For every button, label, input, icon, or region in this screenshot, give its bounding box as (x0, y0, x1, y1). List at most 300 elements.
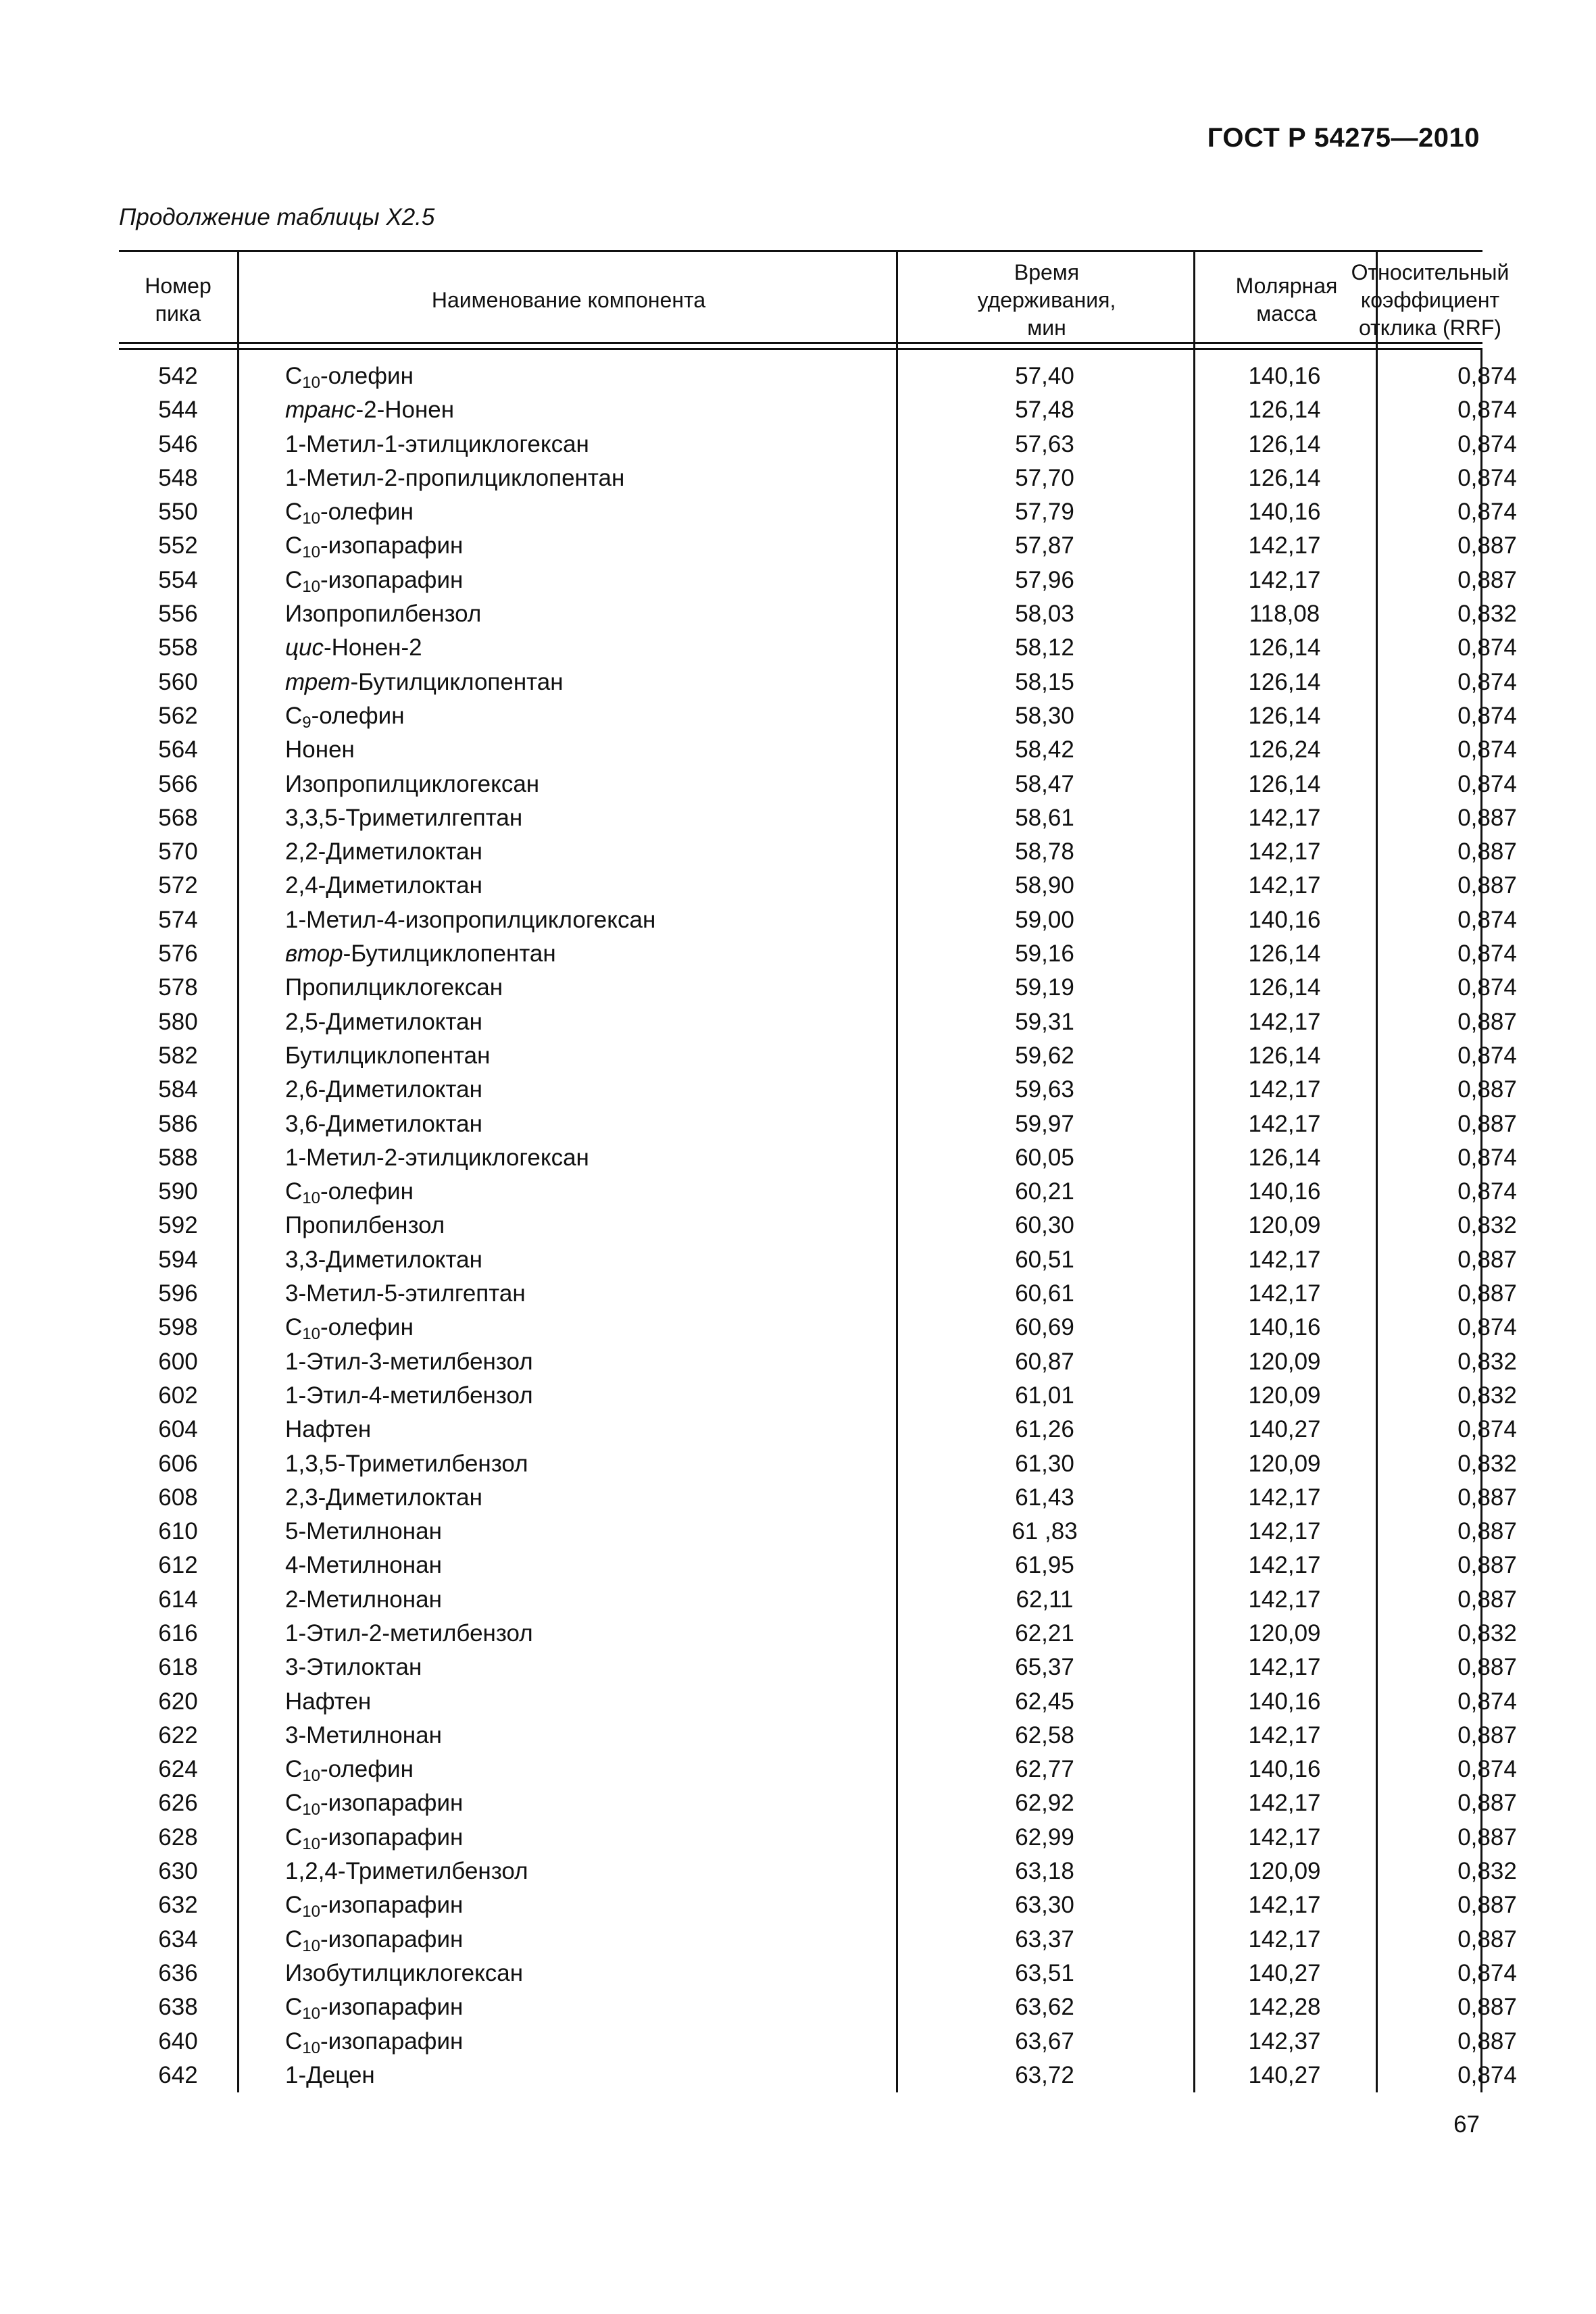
name-base: C (285, 1314, 303, 1341)
name-subscript: 10 (302, 1903, 320, 1921)
table-row (119, 835, 1517, 869)
peak-number-cell: 640 (158, 2028, 198, 2055)
name-subscript: 10 (302, 1189, 320, 1208)
rrf-cell: 0,887 (1457, 1654, 1517, 1681)
retention-time-cell: 57,79 (1015, 499, 1074, 526)
name-suffix: -изопарафин (320, 1790, 464, 1817)
rrf-cell: 0,887 (1457, 1790, 1517, 1817)
molar-mass-cell: 142,17 (1248, 1823, 1321, 1851)
molar-mass-cell: 126,14 (1248, 702, 1321, 729)
peak-number-cell: 608 (158, 1484, 198, 1511)
retention-time-cell: 60,30 (1015, 1212, 1074, 1239)
table-row (119, 733, 1517, 767)
component-name-cell (285, 359, 414, 393)
peak-number-cell: 628 (158, 1823, 198, 1851)
name-base: Изобутилциклогексан (285, 1959, 524, 1986)
rrf-cell: 0,874 (1457, 1416, 1517, 1443)
document-code: ГОСТ Р 54275—2010 (1207, 123, 1480, 153)
molar-mass-cell: 120,09 (1248, 1619, 1321, 1646)
table-row (119, 461, 1517, 495)
name-subscript: 10 (302, 1325, 320, 1344)
component-name-cell (285, 597, 481, 631)
retention-time-cell: 63,51 (1015, 1959, 1074, 1986)
name-suffix: -изопарафин (320, 2028, 464, 2055)
molar-mass-cell: 126,14 (1248, 1042, 1321, 1069)
table-row (119, 1413, 1517, 1447)
name-base: Нафтен (285, 1688, 372, 1715)
name-base: -Нонен-2 (323, 634, 422, 661)
name-base: 1-Этил-4-метилбензол (285, 1382, 533, 1409)
peak-number-cell: 574 (158, 906, 198, 933)
component-name-cell (285, 1039, 490, 1073)
molar-mass-cell: 142,17 (1248, 1008, 1321, 1035)
peak-number-cell: 572 (158, 872, 198, 899)
table-row (119, 495, 1517, 529)
name-base: C (285, 1178, 303, 1205)
component-name-cell (285, 1209, 445, 1242)
table-row (119, 903, 1517, 937)
name-subscript: 10 (302, 1801, 320, 1819)
component-name-cell (285, 768, 539, 801)
molar-mass-cell: 126,14 (1248, 634, 1321, 661)
peak-number-cell: 624 (158, 1756, 198, 1783)
peak-number-cell: 558 (158, 634, 198, 661)
peak-number-cell: 610 (158, 1518, 198, 1545)
name-base: 3-Этилоктан (285, 1654, 422, 1681)
table-row (119, 665, 1517, 699)
table-row (119, 1277, 1517, 1311)
peak-number-cell: 582 (158, 1042, 198, 1069)
component-name-cell (285, 971, 503, 1005)
peak-number-cell: 638 (158, 1994, 198, 2021)
rrf-cell: 0,874 (1457, 464, 1517, 491)
name-suffix: -олефин (311, 702, 405, 729)
molar-mass-cell: 126,14 (1248, 464, 1321, 491)
retention-time-cell: 62,77 (1015, 1756, 1074, 1783)
table-row (119, 1141, 1517, 1175)
name-base: -2-Нонен (355, 397, 455, 424)
rrf-cell: 0,874 (1457, 1144, 1517, 1171)
rrf-cell: 0,874 (1457, 1756, 1517, 1783)
component-name-cell (285, 1957, 523, 1990)
peak-number-cell: 588 (158, 1144, 198, 1171)
rrf-cell: 0,874 (1457, 770, 1517, 797)
component-name-cell (285, 1651, 422, 1684)
peak-number-cell: 594 (158, 1246, 198, 1273)
retention-time-cell: 59,97 (1015, 1110, 1074, 1137)
molar-mass-cell: 120,09 (1248, 1212, 1321, 1239)
retention-time-cell: 59,31 (1015, 1008, 1074, 1035)
retention-time-cell: 57,48 (1015, 397, 1074, 424)
name-suffix: -изопарафин (320, 1823, 464, 1851)
name-base: 1,3,5-Триметилбензол (285, 1450, 528, 1477)
component-name-cell (285, 1923, 463, 1957)
component-name-cell (285, 1413, 371, 1447)
component-name-cell (285, 461, 624, 495)
peak-number-cell: 600 (158, 1348, 198, 1375)
peak-number-cell: 590 (158, 1178, 198, 1205)
rrf-cell: 0,832 (1457, 1382, 1517, 1409)
peak-number-cell: 614 (158, 1586, 198, 1613)
retention-time-cell: 61,01 (1015, 1382, 1074, 1409)
rrf-cell: 0,887 (1457, 1110, 1517, 1137)
retention-time-cell: 58,30 (1015, 702, 1074, 729)
rrf-cell: 0,887 (1457, 1721, 1517, 1749)
component-name-cell (285, 1379, 533, 1413)
name-subscript: 10 (302, 1767, 320, 1786)
molar-mass-cell: 142,17 (1248, 1484, 1321, 1511)
component-name-cell (285, 835, 482, 869)
header-molar-mass: Молярная масса (1193, 252, 1378, 348)
rrf-cell: 0,887 (1457, 1823, 1517, 1851)
retention-time-cell: 59,00 (1015, 906, 1074, 933)
rrf-cell: 0,874 (1457, 1959, 1517, 1986)
molar-mass-cell: 140,16 (1248, 1688, 1321, 1715)
name-base: 3,6-Диметилоктан (285, 1110, 482, 1137)
molar-mass-cell: 120,09 (1248, 1382, 1321, 1409)
rrf-cell: 0,887 (1457, 1926, 1517, 1953)
name-base: C (285, 702, 303, 729)
name-base: C (285, 532, 303, 559)
table-row (119, 1821, 1517, 1855)
peak-number-cell: 604 (158, 1416, 198, 1443)
molar-mass-cell: 140,16 (1248, 363, 1321, 389)
rrf-cell: 0,887 (1457, 1586, 1517, 1613)
molar-mass-cell: 126,14 (1248, 940, 1321, 967)
name-subscript: 10 (302, 1834, 320, 1853)
table-row (119, 699, 1517, 733)
name-prefix: трет (285, 668, 351, 695)
rrf-cell: 0,887 (1457, 872, 1517, 899)
retention-time-cell: 59,62 (1015, 1042, 1074, 1069)
retention-time-cell: 59,63 (1015, 1076, 1074, 1103)
name-base: C (285, 566, 303, 593)
component-name-cell (285, 2025, 463, 2059)
name-subscript: 10 (302, 509, 320, 528)
name-base: 2,3-Диметилоктан (285, 1484, 482, 1511)
retention-time-cell: 61,43 (1015, 1484, 1074, 1511)
component-name-cell (285, 1583, 442, 1617)
retention-time-cell: 62,92 (1015, 1790, 1074, 1817)
rrf-cell: 0,832 (1457, 1450, 1517, 1477)
name-base: 2,4-Диметилоктан (285, 872, 482, 899)
peak-number-cell: 548 (158, 464, 198, 491)
name-base: -Бутилциклопентан (350, 668, 564, 695)
peak-number-cell: 576 (158, 940, 198, 967)
rrf-cell: 0,874 (1457, 736, 1517, 763)
name-suffix: -изопарафин (320, 1892, 464, 1919)
table-row (119, 393, 1517, 427)
rrf-cell: 0,887 (1457, 2028, 1517, 2055)
name-base: 2,6-Диметилоктан (285, 1076, 482, 1103)
molar-mass-cell: 126,14 (1248, 397, 1321, 424)
rrf-cell: 0,874 (1457, 668, 1517, 695)
molar-mass-cell: 140,27 (1248, 2061, 1321, 2088)
table-row (119, 1005, 1517, 1039)
molar-mass-cell: 142,17 (1248, 1721, 1321, 1749)
name-prefix: цис (285, 634, 324, 661)
peak-number-cell: 632 (158, 1892, 198, 1919)
retention-time-cell: 58,61 (1015, 804, 1074, 831)
table-row (119, 563, 1517, 597)
rrf-cell: 0,887 (1457, 1892, 1517, 1919)
component-name-cell (285, 1005, 482, 1039)
peak-number-cell: 560 (158, 668, 198, 695)
molar-mass-cell: 140,27 (1248, 1416, 1321, 1443)
name-base: C (285, 1994, 303, 2021)
molar-mass-cell: 140,27 (1248, 1959, 1321, 1986)
name-base: Нонен (285, 736, 355, 763)
table-row (119, 1990, 1517, 2024)
table-row (119, 529, 1517, 563)
component-name-cell (285, 699, 405, 733)
name-base: 2-Метилнонан (285, 1586, 442, 1613)
retention-time-cell: 58,03 (1015, 601, 1074, 628)
component-name-cell (285, 801, 522, 835)
molar-mass-cell: 142,17 (1248, 1280, 1321, 1307)
peak-number-cell: 598 (158, 1314, 198, 1341)
retention-time-cell: 61,30 (1015, 1450, 1074, 1477)
rrf-cell: 0,832 (1457, 1212, 1517, 1239)
peak-number-cell: 556 (158, 601, 198, 628)
component-name-cell (285, 937, 556, 971)
rrf-cell: 0,887 (1457, 804, 1517, 831)
table-row (119, 359, 1517, 393)
retention-time-cell: 58,90 (1015, 872, 1074, 899)
component-name-cell (285, 563, 463, 597)
name-base: 4-Метилнонан (285, 1552, 442, 1579)
retention-time-cell: 60,21 (1015, 1178, 1074, 1205)
rrf-cell: 0,832 (1457, 601, 1517, 628)
molar-mass-cell: 140,16 (1248, 1756, 1321, 1783)
component-name-cell (285, 428, 589, 461)
table-row (119, 1345, 1517, 1379)
name-base: Изопропилбензол (285, 601, 482, 628)
retention-time-cell: 59,16 (1015, 940, 1074, 967)
retention-time-cell: 63,72 (1015, 2061, 1074, 2088)
peak-number-cell: 630 (158, 1858, 198, 1885)
name-subscript: 10 (302, 1936, 320, 1955)
component-name-cell (285, 631, 422, 665)
rrf-cell: 0,887 (1457, 1994, 1517, 2021)
retention-time-cell: 63,18 (1015, 1858, 1074, 1885)
table-row (119, 1481, 1517, 1515)
table-row (119, 768, 1517, 801)
name-suffix: -олефин (320, 1756, 414, 1783)
retention-time-cell: 57,40 (1015, 363, 1074, 389)
molar-mass-cell: 142,17 (1248, 1892, 1321, 1919)
name-base: Пропилбензол (285, 1212, 445, 1239)
table-row (119, 2059, 1517, 2092)
component-name-cell (285, 1753, 414, 1786)
rrf-cell: 0,874 (1457, 2061, 1517, 2088)
table-row (119, 597, 1517, 631)
table-caption: Продолжение таблицы X2.5 (119, 204, 435, 230)
molar-mass-cell: 140,16 (1248, 906, 1321, 933)
peak-number-cell: 546 (158, 430, 198, 457)
table-row (119, 1617, 1517, 1651)
peak-number-cell: 602 (158, 1382, 198, 1409)
table-row (119, 2025, 1517, 2059)
rrf-cell: 0,887 (1457, 1518, 1517, 1545)
molar-mass-cell: 142,17 (1248, 532, 1321, 559)
retention-time-cell: 61,95 (1015, 1552, 1074, 1579)
retention-time-cell: 62,99 (1015, 1823, 1074, 1851)
retention-time-cell: 60,61 (1015, 1280, 1074, 1307)
component-name-cell (285, 665, 564, 699)
data-table (119, 250, 1517, 2092)
name-base: Бутилциклопентан (285, 1042, 491, 1069)
rrf-cell: 0,874 (1457, 940, 1517, 967)
header-retention-time: Время удерживания, мин (896, 252, 1195, 348)
rrf-cell: 0,887 (1457, 1484, 1517, 1511)
peak-number-cell: 564 (158, 736, 198, 763)
table-row (119, 1447, 1517, 1481)
rrf-cell: 0,874 (1457, 906, 1517, 933)
molar-mass-cell: 140,16 (1248, 1178, 1321, 1205)
name-base: Изопропилциклогексан (285, 770, 540, 797)
molar-mass-cell: 142,17 (1248, 1552, 1321, 1579)
component-name-cell (285, 1821, 463, 1855)
component-name-cell (285, 869, 482, 903)
retention-time-cell: 62,58 (1015, 1721, 1074, 1749)
peak-number-cell: 622 (158, 1721, 198, 1749)
retention-time-cell: 63,67 (1015, 2028, 1074, 2055)
peak-number-cell: 562 (158, 702, 198, 729)
molar-mass-cell: 142,17 (1248, 1076, 1321, 1103)
name-suffix: -изопарафин (320, 532, 464, 559)
component-name-cell (285, 733, 355, 767)
retention-time-cell: 58,78 (1015, 838, 1074, 865)
retention-time-cell: 65,37 (1015, 1654, 1074, 1681)
retention-time-cell: 57,70 (1015, 464, 1074, 491)
name-suffix: -изопарафин (320, 1994, 464, 2021)
rrf-cell: 0,874 (1457, 499, 1517, 526)
molar-mass-cell: 142,17 (1248, 1926, 1321, 1953)
table-row (119, 1719, 1517, 1753)
name-base: C (285, 1926, 303, 1953)
name-base: 3,3,5-Триметилгептан (285, 804, 523, 831)
table-row (119, 1855, 1517, 1888)
retention-time-cell: 58,12 (1015, 634, 1074, 661)
name-suffix: -изопарафин (320, 566, 464, 593)
table-row (119, 1583, 1517, 1617)
name-suffix: -олефин (320, 1178, 414, 1205)
component-name-cell (285, 1990, 463, 2024)
peak-number-cell: 550 (158, 499, 198, 526)
molar-mass-cell: 142,17 (1248, 838, 1321, 865)
retention-time-cell: 57,96 (1015, 566, 1074, 593)
rrf-cell: 0,874 (1457, 634, 1517, 661)
name-suffix: -олефин (320, 1314, 414, 1341)
peak-number-cell: 568 (158, 804, 198, 831)
page-number: 67 (1453, 2111, 1480, 2138)
retention-time-cell: 58,42 (1015, 736, 1074, 763)
table-row (119, 428, 1517, 461)
retention-time-cell: 61,26 (1015, 1416, 1074, 1443)
molar-mass-cell: 140,16 (1248, 1314, 1321, 1341)
name-base: 3,3-Диметилоктан (285, 1246, 482, 1273)
name-base: 1-Метил-2-этилциклогексан (285, 1144, 589, 1171)
molar-mass-cell: 120,09 (1248, 1858, 1321, 1885)
retention-time-cell: 62,11 (1016, 1586, 1074, 1613)
name-suffix: -изопарафин (320, 1926, 464, 1953)
peak-number-cell: 618 (158, 1654, 198, 1681)
rrf-cell: 0,874 (1457, 397, 1517, 424)
name-base: 1-Этил-3-метилбензол (285, 1348, 533, 1375)
table-row (119, 1209, 1517, 1242)
name-base: C (285, 1892, 303, 1919)
retention-time-cell: 57,87 (1015, 532, 1074, 559)
molar-mass-cell: 142,17 (1248, 1586, 1321, 1613)
name-base: 5-Метилнонан (285, 1518, 442, 1545)
component-name-cell (285, 1481, 482, 1515)
table-row (119, 1175, 1517, 1209)
molar-mass-cell: 120,09 (1248, 1348, 1321, 1375)
molar-mass-cell: 142,17 (1248, 804, 1321, 831)
table-row (119, 869, 1517, 903)
component-name-cell (285, 903, 655, 937)
peak-number-cell: 642 (158, 2061, 198, 2088)
peak-number-cell: 586 (158, 1110, 198, 1137)
table-body (119, 350, 1517, 2092)
table-row (119, 1957, 1517, 1990)
name-suffix: -олефин (320, 363, 414, 389)
peak-number-cell: 570 (158, 838, 198, 865)
name-base: 1-Метил-4-изопропилциклогексан (285, 906, 656, 933)
molar-mass-cell: 120,09 (1248, 1450, 1321, 1477)
table-row (119, 1311, 1517, 1344)
component-name-cell (285, 1277, 526, 1311)
component-name-cell (285, 1311, 414, 1344)
table-row (119, 1923, 1517, 1957)
molar-mass-cell: 126,14 (1248, 770, 1321, 797)
peak-number-cell: 580 (158, 1008, 198, 1035)
name-base: 3-Метилнонан (285, 1721, 442, 1749)
name-subscript: 10 (302, 577, 320, 596)
molar-mass-cell: 126,24 (1248, 736, 1321, 763)
molar-mass-cell: 142,17 (1248, 1654, 1321, 1681)
component-name-cell (285, 2059, 375, 2092)
retention-time-cell: 62,45 (1015, 1688, 1074, 1715)
peak-number-cell: 612 (158, 1552, 198, 1579)
peak-number-cell: 566 (158, 770, 198, 797)
retention-time-cell: 58,47 (1015, 770, 1074, 797)
component-name-cell (285, 1515, 442, 1549)
name-base: C (285, 499, 303, 526)
name-base: 2,2-Диметилоктан (285, 838, 482, 865)
retention-time-cell: 60,87 (1015, 1348, 1074, 1375)
molar-mass-cell: 126,14 (1248, 974, 1321, 1001)
retention-time-cell: 59,19 (1015, 974, 1074, 1001)
molar-mass-cell: 142,17 (1248, 1518, 1321, 1545)
component-name-cell (285, 1685, 371, 1719)
component-name-cell (285, 1888, 463, 1922)
rrf-cell: 0,874 (1457, 1042, 1517, 1069)
name-base: 1-Этил-2-метилбензол (285, 1619, 533, 1646)
component-name-cell (285, 1175, 414, 1209)
molar-mass-cell: 126,14 (1248, 1144, 1321, 1171)
name-base: 1-Децен (285, 2061, 375, 2088)
component-name-cell (285, 1073, 482, 1107)
rrf-cell: 0,874 (1457, 1688, 1517, 1715)
name-base: 1,2,4-Триметилбензол (285, 1858, 528, 1885)
component-name-cell (285, 529, 463, 563)
peak-number-cell: 578 (158, 974, 198, 1001)
table-row (119, 1651, 1517, 1684)
molar-mass-cell: 142,17 (1248, 1246, 1321, 1273)
molar-mass-cell: 142,17 (1248, 1110, 1321, 1137)
